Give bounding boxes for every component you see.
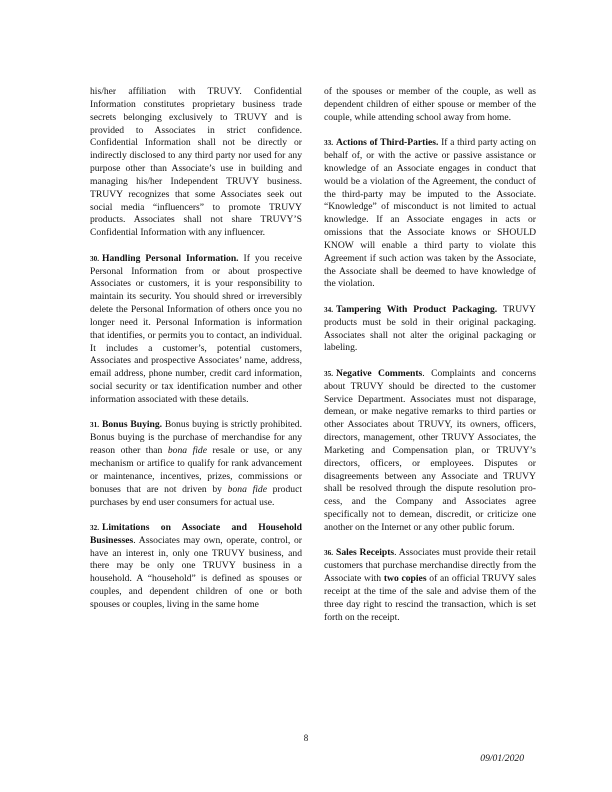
section-heading: Sales Receipts: [335, 547, 395, 559]
right-column: [324, 86, 536, 637]
section-35: [324, 368, 536, 535]
section-number: 33.: [324, 139, 333, 148]
section-body: . Associates may own, operate, control, or have an interest in, only one TRUVY business, and there may be only one TRUVY business in a household. A “household” is defined as spouses or couples, and dependent children of one or both spouses or couples, living in the same home: [90, 534, 302, 610]
section-body: . Associates must provide their retail customers that purchase merchandise directly from the Associate with: [324, 547, 536, 585]
page-number: 8: [303, 733, 309, 743]
section-body: Bonus buying is strictly prohibited. Bonus buying is the purchase of merchandise for any reason other than: [90, 419, 302, 457]
section-31: [90, 419, 302, 509]
section-number: 32.: [90, 523, 99, 532]
italic-term: bona fide: [227, 483, 267, 495]
continued-paragraph: his/her affiliation with TRUVY. Confidential Information constitutes proprietary business trade secrets belonging exclusively to TRUVY and is provided to Associates in strict confidence. Confidential Information shall not be directly or indirectly disclosed to any third party nor used for any purpose other than Associate’s use in building and managing his/her Independent TRUVY business. TRUVY recognizes that some Associates seek out social media “influencers” to promote TRUVY products. Associates shall not share TRUVY’S Confidential Information with any influencer.: [90, 86, 302, 239]
emphasized-term: two copies: [383, 573, 427, 585]
section-number: 36.: [324, 549, 333, 558]
section-body: of an official TRUVY sales receipt at the time of the sale and advise them of the three day right to rescind the transaction, which is set forth on the receipt.: [324, 573, 536, 623]
section-heading: Limitations on Associate and Household Businesses: [90, 521, 302, 546]
section-heading: Negative Comments: [335, 367, 423, 379]
left-column: [90, 86, 302, 624]
section-body: resale or use, or any mechanism or artifice to qualify for rank advancement or maintenance, incentives, prizes, commissions or bonuses that are not driven by: [90, 445, 302, 495]
section-heading: Handling Personal Information.: [101, 252, 239, 264]
section-body: product purchases by end user consumers for actual use.: [90, 483, 302, 508]
section-number: 31.: [90, 421, 99, 430]
section-number: 30.: [90, 254, 99, 263]
section-number: 34.: [324, 305, 333, 314]
section-body: . Complaints and concerns about TRUVY should be directed to the customer Service Department. Associates must not disparage, demean, or make negative remarks to third parties or other Associates about TRUVY, its owners, officers, directors, management, other TRUVY Associates, the Marketing and Compensation plan, or TRUVY’s directors, officers, or employees. Disputes or disagreements between any Associate and TRUVY shall be resolved through the dispute resolution process, and the Company and Associates agree specifically not to demean, discredit, or criticize one another on the Internet or any other public forum.: [324, 367, 537, 533]
section-heading: Tampering With Product Packaging.: [335, 303, 498, 315]
continued-paragraph: of the spouses or member of the couple, as well as dependent children of either spouse or member of the couple, while attending school away from home.: [324, 86, 536, 123]
section-33: [324, 137, 536, 291]
revision-date: 09/01/2020: [480, 753, 524, 764]
section-36: [324, 547, 536, 624]
section-32: [90, 522, 302, 612]
italic-term: bona fide: [167, 445, 207, 457]
section-heading: Actions of Third-Parties.: [335, 137, 439, 149]
section-heading: Bonus Buying.: [101, 419, 163, 431]
section-34: [324, 304, 536, 355]
section-number: 35.: [324, 369, 333, 378]
section-body: If you receive Personal Information from or about prospective Associates or customers, it is your responsibility to maintain its security. You should shred or irreversibly delete the Personal Information of others once you no longer need it. Personal Information is information that identifies, or permits you to contact, an individual. It includes a customer’s, potential customers, Associates and prospective Associates’ name, address, email address, phone number, credit card information, social security or tax identification number and other information associated with these details.: [90, 252, 302, 405]
section-30: [90, 253, 302, 407]
section-body: If a third party acting on behalf of, or with the active or passive assistance or knowledge of an Associate engages in conduct that would be a violation of the Agreement, the conduct of the third-party may be imputed to the Associate. “Knowledge” of misconduct is not limited to actual knowledge. If an Associate engages in acts or omissions that the Associate knows or SHOULD KNOW will enable a third party to violate this Agreement if such action was taken by the Associate, the Associate shall be deemed to have knowledge of the violation.: [324, 137, 536, 290]
section-body: TRUVY products must be sold in their original packaging. Associates shall not alter the original packaging or labeling.: [324, 303, 536, 354]
